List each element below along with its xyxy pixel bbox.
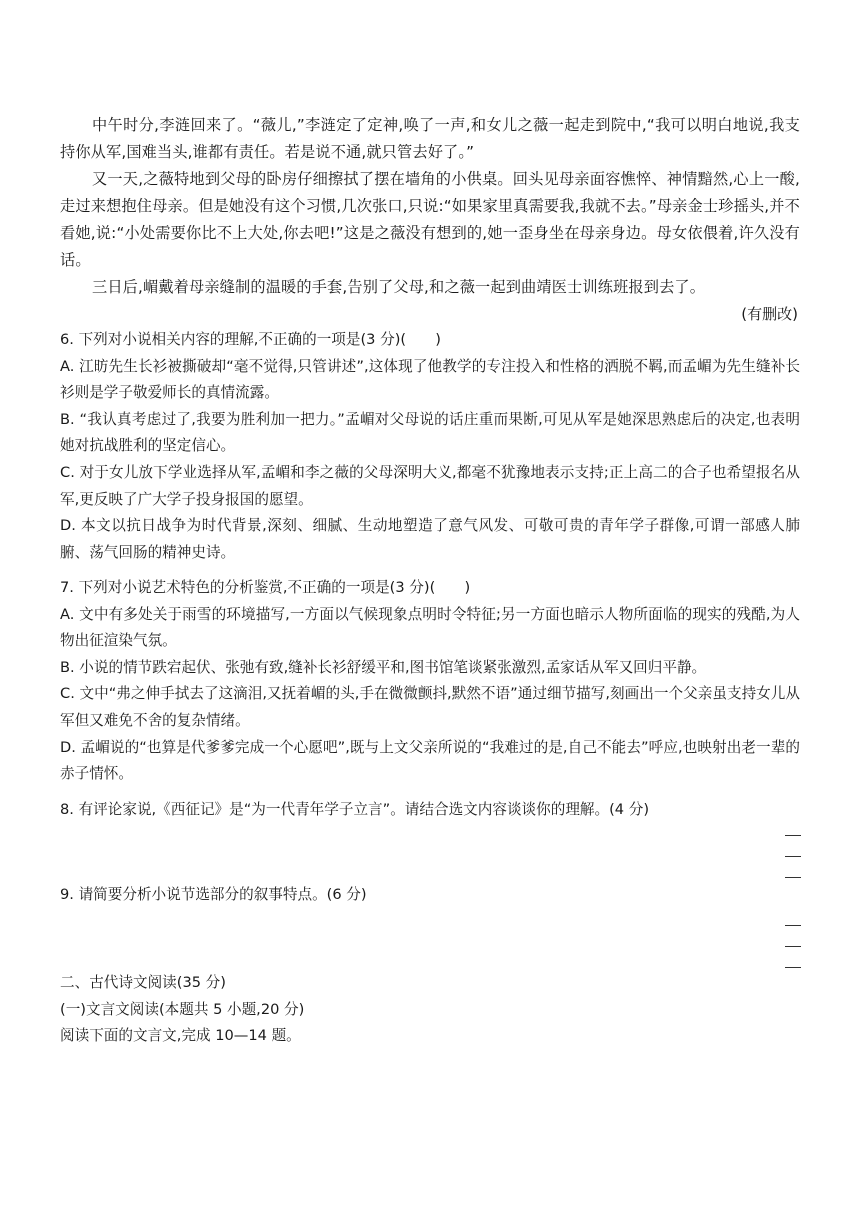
question-9 — [60, 882, 800, 909]
section-2-instruction: 阅读下面的文言文,完成 10—14 题。 — [60, 1027, 301, 1045]
source-note: (有删改) — [741, 305, 798, 323]
question-6 — [60, 327, 800, 566]
story-passage — [60, 112, 800, 301]
question-6-option-c: C. 对于女儿放下学业选择从军,孟嵋和李之薇的父母深明大义,都毫不犹豫地表示支持;正上高二的合子也希望报名从军,更反映了广大学子投身报国的愿望。 — [60, 463, 800, 508]
passage-paragraph-2: 又一天,之薇特地到父母的卧房仔细擦拭了摆在墙角的小供桌。回头见母亲面容憔悴、神情黯然,心上一酸,走过来想抱住母亲。但是她没有这个习惯,几次张口,只说:“如果家里真需要我,我就不去。”母亲金士珍摇头,并不看她,说:“小处需要你比不上大处,你去吧!”这是之薇没有想到的,她一歪身坐在母亲身边。母女依偎着,许久没有话。 — [60, 170, 800, 269]
question-9-stem: 9. 请简要分析小说节选部分的叙事特点。(6 分) — [60, 886, 367, 903]
question-8 — [60, 797, 800, 824]
question-7-stem: 7. 下列对小说艺术特色的分析鉴赏,不正确的一项是(3 分)( ) — [60, 579, 471, 596]
question-7-option-b: B. 小说的情节跌宕起伏、张弛有致,缝补长衫舒缓平和,图书馆笔谈紧张激烈,孟家话从军又回归平静。 — [60, 658, 707, 676]
question-6-option-d: D. 本文以抗日战争为时代背景,深刻、细腻、生动地塑造了意气风发、可敬可贵的青年学子群像,可谓一部感人肺腑、荡气回肠的精神史诗。 — [60, 517, 800, 561]
answer-line[interactable] — [785, 946, 801, 947]
question-6-option-b: B. “我认真考虑过了,我要为胜利加一把力。”孟嵋对父母说的话庄重而果断,可见从军是她深思熟虑后的决定,也表明她对抗战胜利的坚定信心。 — [60, 410, 800, 455]
question-8-stem: 8. 有评论家说,《西征记》是“为一代青年学子立言”。请结合选文内容谈谈你的理解。(4 分) — [60, 801, 650, 818]
answer-line[interactable] — [785, 856, 801, 857]
passage-paragraph-3: 三日后,嵋戴着母亲缝制的温暖的手套,告别了父母,和之薇一起到曲靖医士训练班报到去了。 — [92, 278, 706, 296]
question-6-stem: 6. 下列对小说相关内容的理解,不正确的一项是(3 分)( ) — [60, 331, 441, 348]
question-7-option-c: C. 文中“弗之伸手拭去了这滴泪,又抚着嵋的头,手在微微颤抖,默然不语”通过细节描写,刻画出一个父亲虽支持女儿从军但又难免不舍的复杂情绪。 — [60, 685, 800, 729]
answer-line[interactable] — [785, 967, 801, 968]
question-6-option-a: A. 江昉先生长衫被撕破却“毫不觉得,只管讲述”,这体现了他教学的专注投入和性格的洒脱不羁,而孟嵋为先生缝补长衫则是学子敬爱师长的真情流露。 — [60, 357, 800, 402]
section-2-subtitle: (一)文言文阅读(本题共 5 小题,20 分) — [60, 1000, 305, 1018]
question-7-option-d: D. 孟嵋说的“也算是代爹爹完成一个心愿吧”,既与上文父亲所说的“我难过的是,自己不能去”呼应,也映射出老一辈的赤子情怀。 — [60, 738, 800, 783]
question-7 — [60, 575, 800, 788]
answer-line[interactable] — [785, 835, 801, 836]
answer-line[interactable] — [785, 925, 801, 926]
section-2-title: 二、古代诗文阅读(35 分) — [60, 974, 226, 991]
section-2 — [60, 970, 800, 1050]
question-7-option-a: A. 文中有多处关于雨雪的环境描写,一方面以气候现象点明时令特征;另一方面也暗示人物所面临的现实的残酷,为人物出征渲染气氛。 — [60, 605, 800, 650]
passage-paragraph-1: 中午时分,李涟回来了。“薇儿,”李涟定了定神,唤了一声,和女儿之薇一起走到院中,“我可以明白地说,我支持你从军,国难当头,谁都有责任。若是说不通,就只管去好了。” — [60, 116, 800, 161]
answer-line[interactable] — [785, 877, 801, 878]
